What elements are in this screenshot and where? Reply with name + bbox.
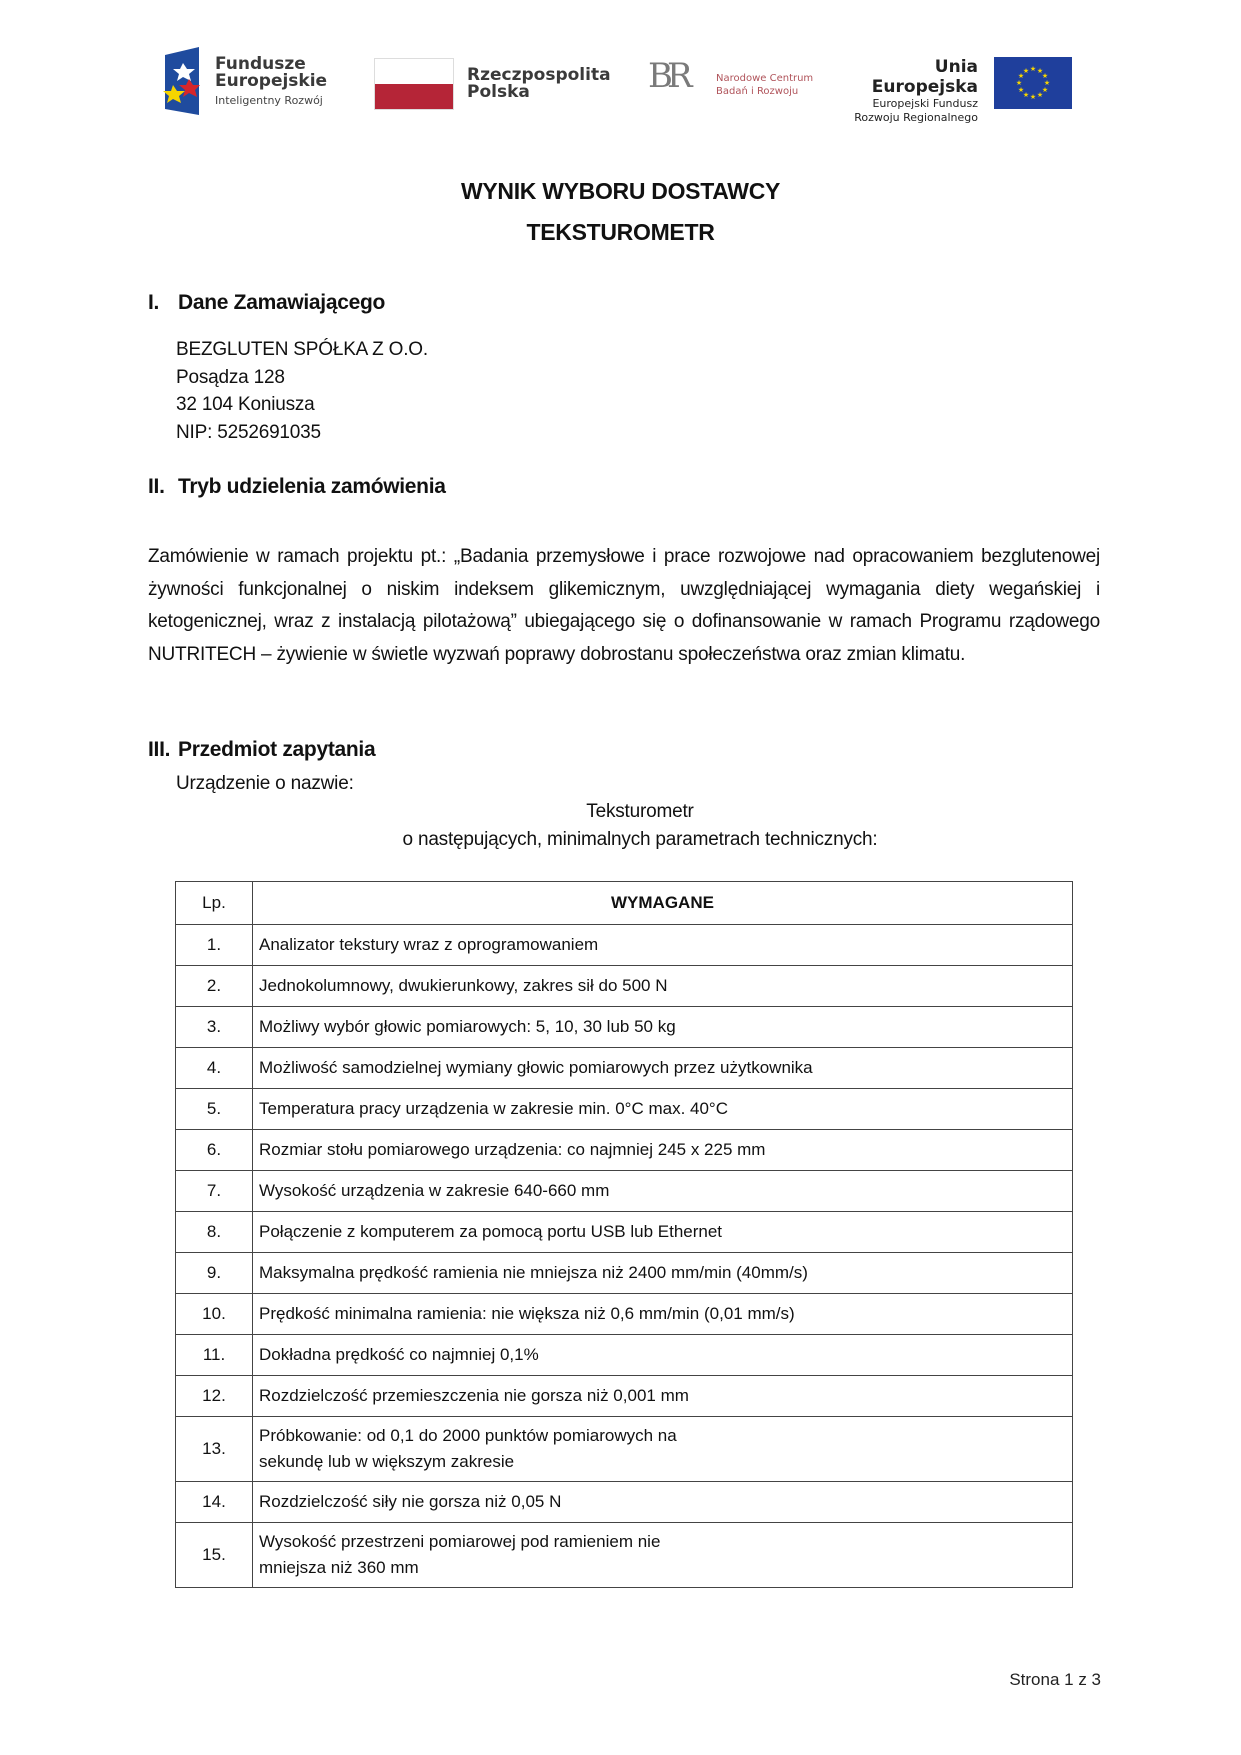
requirement-text: Wysokość urządzenia w zakresie 640-660 mm — [259, 1181, 610, 1200]
requirement-text: Jednokolumnowy, dwukierunkowy, zakres sił do 500 N — [259, 976, 668, 995]
table-row — [176, 1523, 1073, 1588]
table-row — [176, 1089, 1073, 1130]
svg-text:★: ★ — [1022, 91, 1030, 99]
svg-text:★: ★ — [1043, 79, 1051, 87]
requirement-text: Możliwość samodzielnej wymiany głowic pomiarowych przez użytkownika — [259, 1058, 813, 1077]
row-requirement — [253, 1376, 1073, 1417]
table-row — [176, 925, 1073, 966]
row-number: 13. — [176, 1417, 253, 1482]
table-row — [176, 1376, 1073, 1417]
table-row — [176, 966, 1073, 1007]
requirement-text: Analizator tekstury wraz z oprogramowaniem — [259, 935, 599, 954]
fundusze-europejskie-icon — [163, 47, 201, 115]
eu-flag-icon — [994, 57, 1072, 114]
requirement-text: Prędkość minimalna ramienia: nie większa niż 0,6 mm/min (0,01 mm/s) — [259, 1304, 795, 1323]
ncbr-line2: Badań i Rozwoju — [716, 86, 799, 97]
device-intro: Urządzenie o nazwie: — [176, 773, 354, 794]
company-street: Posądza 128 — [176, 366, 285, 388]
row-requirement — [253, 925, 1073, 966]
document-title: WYNIK WYBORU DOSTAWCY — [460, 178, 781, 204]
svg-text:★: ★ — [1041, 72, 1049, 80]
requirement-text: Rozdzielczość przemieszczenia nie gorsza niż 0,001 mm — [259, 1386, 689, 1405]
fundusze-line1: Fundusze — [215, 54, 306, 74]
section-3-title: Przedmiot zapytania — [178, 738, 376, 761]
ue-sub1: Europejski Fundusz — [872, 97, 978, 110]
table-row — [176, 1253, 1073, 1294]
fundusze-sub: Inteligentny Rozwój — [215, 94, 323, 107]
device-params-intro: o następujących, minimalnych parametrach technicznych: — [402, 829, 878, 850]
row-number: 14. — [176, 1482, 253, 1523]
document-subtitle: TEKSTUROMETR — [526, 219, 715, 245]
requirement-text: Rozdzielczość siły nie gorsza niż 0,05 N — [259, 1492, 562, 1511]
ncbr-logo — [648, 56, 687, 96]
row-requirement — [253, 966, 1073, 1007]
svg-text:★: ★ — [1029, 93, 1037, 101]
row-number: 7. — [176, 1171, 253, 1212]
row-requirement — [253, 1089, 1073, 1130]
row-requirement — [253, 1482, 1073, 1523]
table-row — [176, 1482, 1073, 1523]
row-requirement — [253, 1007, 1073, 1048]
row-number: 10. — [176, 1294, 253, 1335]
row-requirement — [253, 1212, 1073, 1253]
svg-text:★: ★ — [1017, 72, 1025, 80]
row-requirement — [253, 1417, 1073, 1482]
row-number: 4. — [176, 1048, 253, 1089]
row-number: 6. — [176, 1130, 253, 1171]
svg-text:★: ★ — [1041, 86, 1049, 94]
polish-flag-icon — [374, 58, 454, 110]
svg-text:★: ★ — [1015, 79, 1023, 87]
row-requirement — [253, 1171, 1073, 1212]
row-requirement — [253, 1130, 1073, 1171]
requirement-text: Maksymalna prędkość ramienia nie mniejsza niż 2400 mm/min (40mm/s) — [259, 1263, 808, 1282]
row-number: 15. — [176, 1523, 253, 1588]
row-number: 5. — [176, 1089, 253, 1130]
table-row — [176, 1212, 1073, 1253]
row-requirement — [253, 1335, 1073, 1376]
requirement-text: Rozmiar stołu pomiarowego urządzenia: co najmniej 245 x 225 mm — [259, 1140, 766, 1159]
project-description: Zamówienie w ramach projektu pt.: „Badania przemysłowe i prace rozwojowe nad opracowaniem bezglutenowej żywności funkcjonalnej o niskim indeksem glikemicznym, uwzględniającej wymagania diety wegańskiej i ketogenicznej, wraz z instalacją pilotażową” ubiegającego się o dofinansowanie w ramach Programu rządowego NUTRITECH – żywienie w świetle wyzwań poprawy dobrostanu społeczeństwa oraz zmian klimatu. — [148, 546, 1100, 665]
section-2-title: Tryb udzielenia zamówienia — [178, 475, 446, 498]
header-required: WYMAGANE — [253, 882, 1073, 925]
requirements-table — [175, 881, 1073, 1588]
rzeczpospolita-line2: Polska — [467, 82, 530, 102]
page-number: Strona 1 z 3 — [1009, 1670, 1101, 1689]
svg-text:★: ★ — [1036, 91, 1044, 99]
svg-text:★: ★ — [1022, 67, 1030, 75]
header-lp: Lp. — [176, 882, 253, 925]
section-1-title: Dane Zamawiającego — [178, 291, 386, 314]
ue-title: Unia Europejska — [871, 57, 978, 97]
section-1-number: I. — [148, 291, 160, 314]
company-name: BEZGLUTEN SPÓŁKA Z O.O. — [176, 339, 428, 360]
ncbr-mark-icon: BR — [648, 56, 687, 96]
row-number: 12. — [176, 1376, 253, 1417]
table-row — [176, 1048, 1073, 1089]
svg-text:★: ★ — [1029, 65, 1037, 73]
row-requirement — [253, 1253, 1073, 1294]
table-row — [176, 1335, 1073, 1376]
ncbr-line1: Narodowe Centrum — [716, 73, 814, 84]
table-row — [176, 1171, 1073, 1212]
section-2-heading — [148, 475, 446, 499]
requirement-text: Wysokość przestrzeni pomiarowej pod ramieniem nie — [259, 1532, 661, 1551]
row-number: 2. — [176, 966, 253, 1007]
table-header-row — [176, 882, 1073, 925]
svg-text:★: ★ — [1017, 86, 1025, 94]
fundusze-line2: Europejskie — [215, 71, 328, 91]
company-city: 32 104 Koniusza — [176, 394, 315, 415]
table-row — [176, 1417, 1073, 1482]
requirement-text: Połączenie z komputerem za pomocą portu USB lub Ethernet — [259, 1222, 723, 1241]
svg-text:★: ★ — [1036, 67, 1044, 75]
table-row — [176, 1294, 1073, 1335]
row-number: 1. — [176, 925, 253, 966]
row-number: 11. — [176, 1335, 253, 1376]
row-number: 8. — [176, 1212, 253, 1253]
requirement-text-continued: sekundę lub w większym zakresie — [259, 1452, 515, 1471]
section-3-heading — [148, 738, 375, 762]
device-name: Teksturometr — [586, 801, 694, 822]
company-nip: NIP: 5252691035 — [176, 421, 321, 443]
requirement-text: Temperatura pracy urządzenia w zakresie min. 0°C max. 40°C — [259, 1099, 729, 1118]
requirement-text-continued: mniejsza niż 360 mm — [259, 1558, 419, 1577]
section-3-number: III. — [148, 738, 171, 761]
section-1-heading — [148, 291, 385, 315]
rzeczpospolita-line1: Rzeczpospolita — [467, 65, 611, 85]
row-number: 9. — [176, 1253, 253, 1294]
row-requirement — [253, 1048, 1073, 1089]
requirement-text: Próbkowanie: od 0,1 do 2000 punktów pomiarowych na — [259, 1426, 677, 1445]
table-row — [176, 1007, 1073, 1048]
logo-fundusze-europejskie — [163, 47, 201, 120]
row-requirement — [253, 1294, 1073, 1335]
row-requirement — [253, 1523, 1073, 1588]
ordering-party-details — [176, 336, 428, 446]
requirement-text: Dokładna prędkość co najmniej 0,1% — [259, 1345, 539, 1364]
table-row — [176, 1130, 1073, 1171]
ue-sub2: Rozwoju Regionalnego — [854, 111, 978, 124]
section-2-number: II. — [148, 475, 165, 498]
row-number: 3. — [176, 1007, 253, 1048]
requirement-text: Możliwy wybór głowic pomiarowych: 5, 10, 30 lub 50 kg — [259, 1017, 676, 1036]
